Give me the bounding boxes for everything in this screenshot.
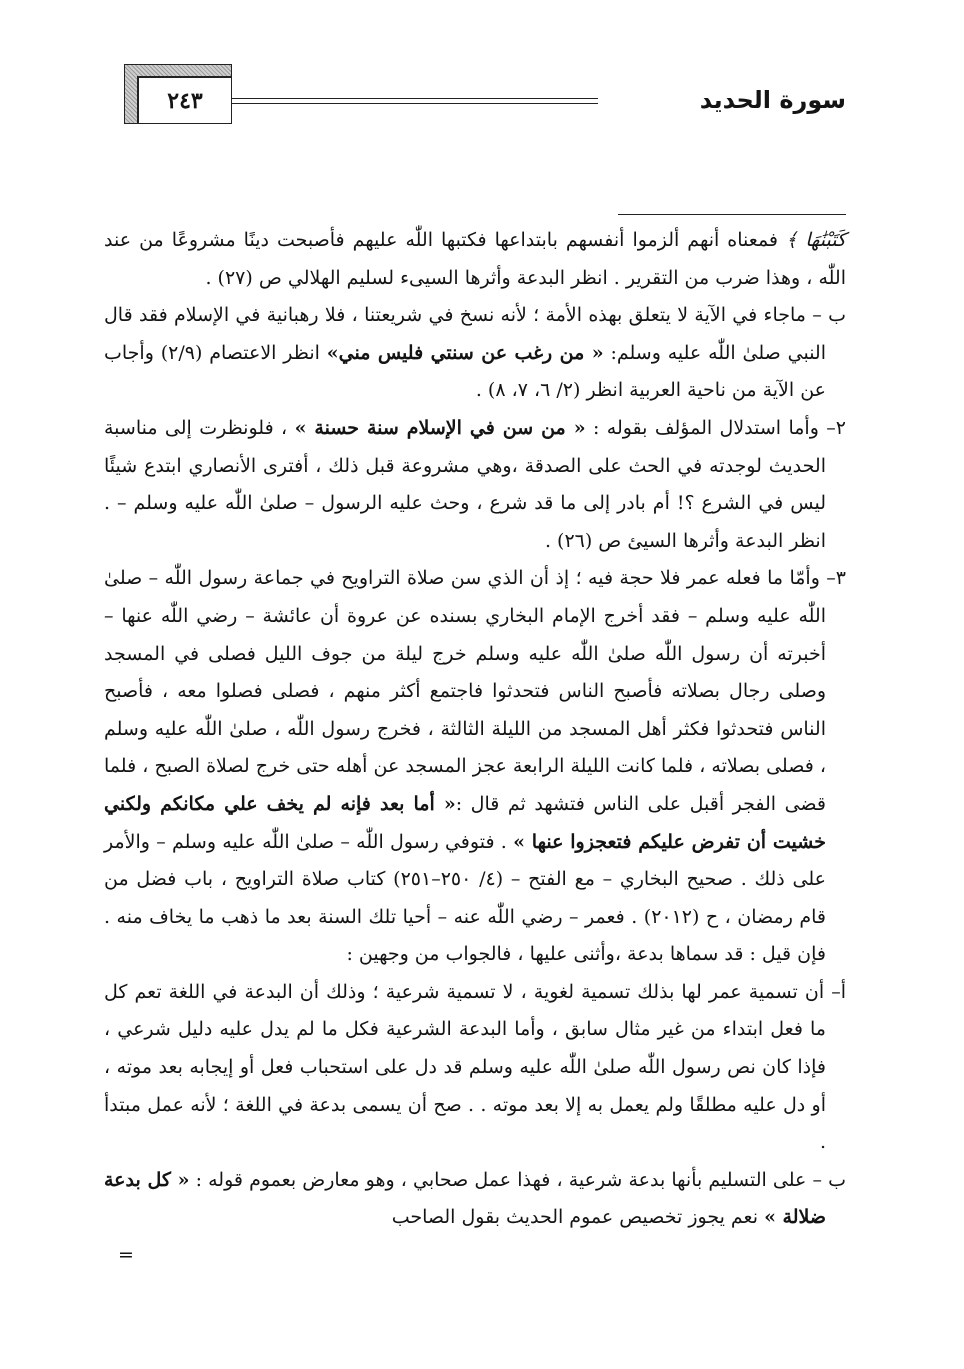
paragraph-5	[104, 974, 846, 1162]
quran-word: كَتَبْنَٰهَا ﴾	[786, 229, 846, 251]
header-rule	[232, 98, 598, 99]
footnote-text	[104, 222, 846, 1237]
paragraph-text: ب – ماجاء في الآية لا يتعلق بهذه الأمة ؛ لأنه نسخ في شريعتنا ، فلا رهبانية في الإسلام فقد قال النبي صلىٰ اللّٰه عليه وسلم:	[104, 304, 846, 364]
paragraph-text: أ– أن تسمية عمر لها بذلك تسمية لغوية ، لا تسمية شرعية ؛ وذلك أن البدعة في اللغة تعم كل ما فعل ابتداء من غير مثال سابق ، وأما البدعة الشرعية فكل ما لم يدل عليه دليل شرعي ، فإذا كان نص رسول اللّٰه صلىٰ اللّٰه عليه وسلم قد دل على استحباب فعل أو إيجابه بعد موته ، أو دل عليه مطلقًا ولم يعمل به إلا بعد موته . . صح أن يسمى بدعة في اللغة ؛ لأنه عمل مبتدأ .	[104, 980, 846, 1154]
paragraph-text: نعم يجوز تخصيص عموم الحديث بقول الصاحب	[391, 1206, 765, 1229]
paragraph-text: انظر الاعتصام (٢/٩) وأجاب عن الآية من ناحية العربية انظر (٢/ ٦، ٧، ٨) .	[104, 341, 826, 402]
surah-title: سورة الحديد	[699, 86, 846, 114]
footnote-divider	[618, 214, 846, 215]
header-rule	[232, 103, 598, 104]
hadith-quote: « من سن في الإسلام سنة حسنة »	[294, 416, 586, 439]
hadith-quote: « كل بدعة ضلالة »	[104, 1168, 826, 1229]
paragraph-text: ٢– وأما استدلال المؤلف بقوله :	[585, 416, 846, 439]
paragraph-2	[104, 297, 846, 410]
hadith-quote: « من رغب عن سنتي فليس مني»	[326, 341, 604, 364]
continuation-mark: =	[118, 1244, 134, 1266]
paragraph-text: ، فلونظرت إلى مناسبة الحديث لوجدته في الحث على الصدقة ،وهي مشروعة قبل ذلك ، أفترى الأنصاري ابتدع شيئًا ليس في الشرع ؟! أم بادر إلى ما قد شرع ، وحث عليه الرسول – صلىٰ اللّٰه عليه وسلم – . انظر البدعة وأثرها السيئ ص (٢٦) .	[104, 416, 826, 552]
paragraph-text: ب – على التسليم بأنها بدعة شرعية ، فهذا عمل صحابي ، وهو معارض بعموم قوله :	[189, 1168, 847, 1191]
paragraph-text: . فتوفي رسول اللّٰه – صلىٰ اللّٰه عليه وسلم – والأمر على ذلك . صحيح البخاري – مع الفتح – (٤/ ٢٥٠–٢٥١) كتاب صلاة التراويح ، باب فضل من قام رمضان ، ح (٢٠١٢) . فعمر – رضي اللّٰه عنه – أحيا تلك السنة بعد ما ذهب ما يخاف منه . فإن قيل : قد سماها بدعة ،وأثنى عليها ، فالجواب من وجهين :	[104, 830, 826, 966]
page-number: ٢٤٣	[137, 76, 231, 123]
paragraph-3	[104, 410, 846, 560]
hadith-quote: « أما بعد فإنه لم يخف علي مكانكم ولكني خشيت أن تفرض عليكم فتعجزوا عنها »	[104, 792, 826, 853]
page-number-box	[124, 64, 232, 124]
paragraph-6	[104, 1162, 846, 1237]
paragraph-4	[104, 560, 846, 974]
paragraph-text: فمعناه أنهم ألزموا أنفسهم بابتداعها فكتبها اللّٰه عليهم فأصبحت دينًا مشروعًا من عند اللّٰه ، وهذا ضرب من التقرير . انظر البدعة وأثرها السيىء لسليم الهلالي ص (٢٧) .	[104, 229, 846, 289]
paragraph-1	[104, 222, 846, 297]
paragraph-text: ٣– وأمّا ما فعله عمر فلا حجة فيه ؛ إذ أن الذي سن صلاة التراويح في جماعة رسول اللّٰه – صلىٰ اللّٰه عليه وسلم – فقد أخرج الإمام البخاري بسنده عن عروة أن عائشة – رضي اللّٰه عنها – أخبرته أن رسول اللّٰه صلىٰ اللّٰه عليه وسلم خرج ليلة من جوف الليل فصلى في المسجد وصلى رجال بصلاته فأصبح الناس فتحدثوا فاجتمع أكثر منهم ، فصلى فصلوا معه ، فأصبح الناس فتحدثوا فكثر أهل المسجد من الليلة الثالثة ، فخرج رسول اللّٰه ، صلىٰ اللّٰه عليه وسلم ، فصلى بصلاته ، فلما كانت الليلة الرابعة عجز المسجد عن أهله حتى خرج لصلاة الصبح ، فلما قضى الفجر أقبل على الناس فتشهد ثم قال :	[104, 567, 846, 815]
